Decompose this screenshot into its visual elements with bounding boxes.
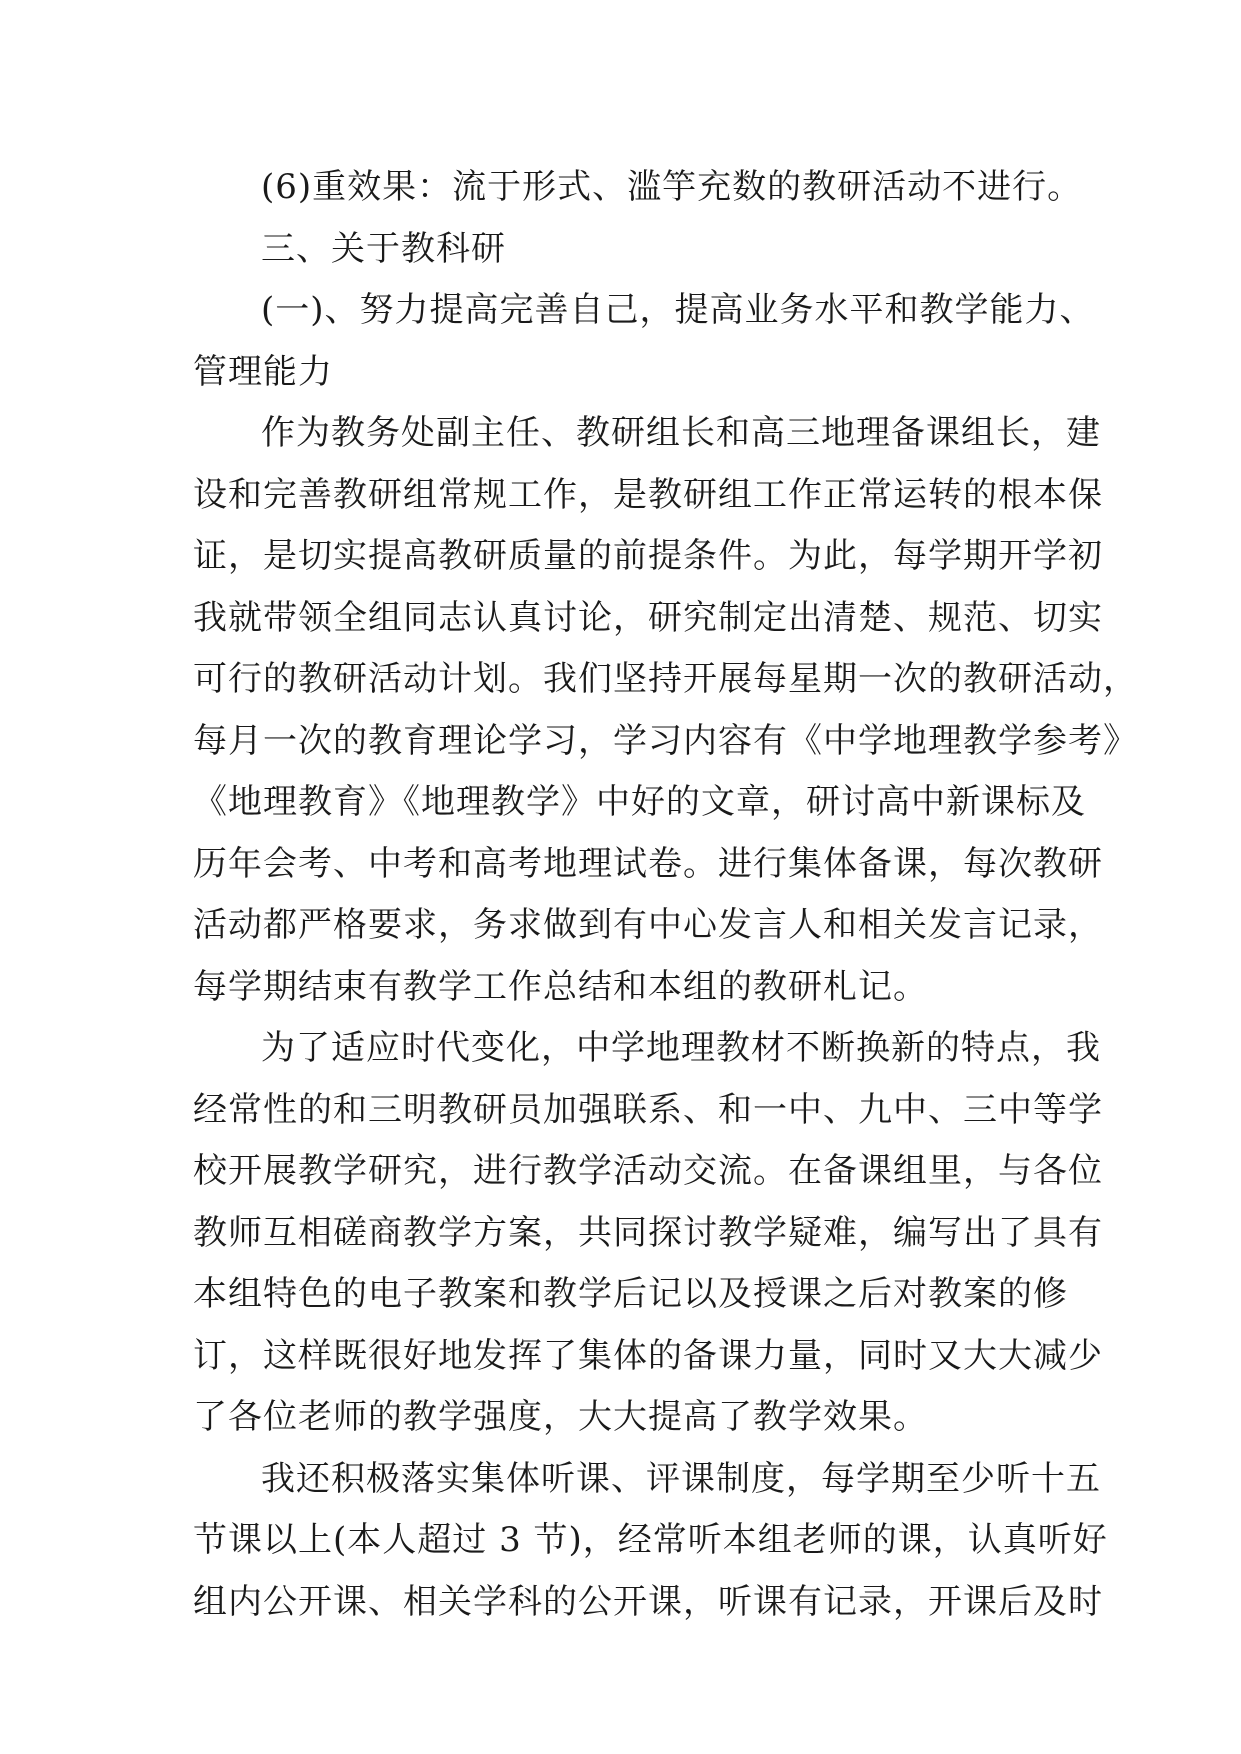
paragraph-3-line: 节课以上(本人超过 3 节)，经常听本组老师的课，认真听好 (193, 1520, 1108, 1560)
paragraph-1-line: 《地理教育》《地理教学》中好的文章，研讨高中新课标及 (193, 782, 1086, 822)
paragraph-2-line: 经常性的和三明教研员加强联系、和一中、九中、三中等学 (193, 1089, 1103, 1130)
subsection-heading-1: (一)、努力提高完善自己，提高业务水平和教学能力、 (261, 290, 1095, 330)
paragraph-1-line: 可行的教研活动计划。我们坚持开展每星期一次的教研活动， (193, 659, 1138, 699)
paragraph-2-line: 本组特色的电子教案和教学后记以及授课之后对教案的修 (193, 1274, 1068, 1314)
paragraph-1-line: 作为教务处副主任、教研组长和高三地理备课组长，建 (261, 413, 1101, 453)
section-heading-3: 三、关于教科研 (261, 228, 506, 269)
paragraph-1-line: 历年会考、中考和高考地理试卷。进行集体备课，每次教研 (193, 843, 1103, 884)
paragraph-1-line: 我就带领全组同志认真讨论，研究制定出清楚、规范、切实 (193, 597, 1103, 638)
item-6-effect: (6)重效果：流于形式、滥竽充数的教研活动不进行。 (261, 167, 1083, 207)
paragraph-1-line: 每学期结束有教学工作总结和本组的教研札记。 (193, 966, 928, 1007)
paragraph-1-line: 每月一次的教育理论学习，学习内容有《中学地理教学参考》 (193, 720, 1138, 761)
subsection-heading-1-cont: 管理能力 (193, 351, 333, 392)
paragraph-3-line: 我还积极落实集体听课、评课制度，每学期至少听十五 (261, 1458, 1101, 1499)
paragraph-1-line: 活动都严格要求，务求做到有中心发言人和相关发言记录， (193, 905, 1103, 945)
paragraph-1-line: 证，是切实提高教研质量的前提条件。为此，每学期开学初 (193, 536, 1103, 576)
paragraph-3-line: 组内公开课、相关学科的公开课，听课有记录，开课后及时 (193, 1581, 1103, 1622)
paragraph-1-line: 设和完善教研组常规工作，是教研组工作正常运转的根本保 (193, 474, 1103, 515)
paragraph-2-line: 订，这样既很好地发挥了集体的备课力量，同时又大大减少 (193, 1335, 1103, 1376)
document-body (193, 157, 1138, 1633)
paragraph-2-line: 教师互相磋商教学方案，共同探讨教学疑难，编写出了具有 (193, 1212, 1103, 1253)
paragraph-2-line: 为了适应时代变化，中学地理教材不断换新的特点，我 (261, 1028, 1101, 1068)
paragraph-2-line: 校开展教学研究，进行教学活动交流。在备课组里，与各位 (193, 1151, 1103, 1191)
paragraph-2-line: 了各位老师的教学强度，大大提高了教学效果。 (193, 1397, 928, 1437)
